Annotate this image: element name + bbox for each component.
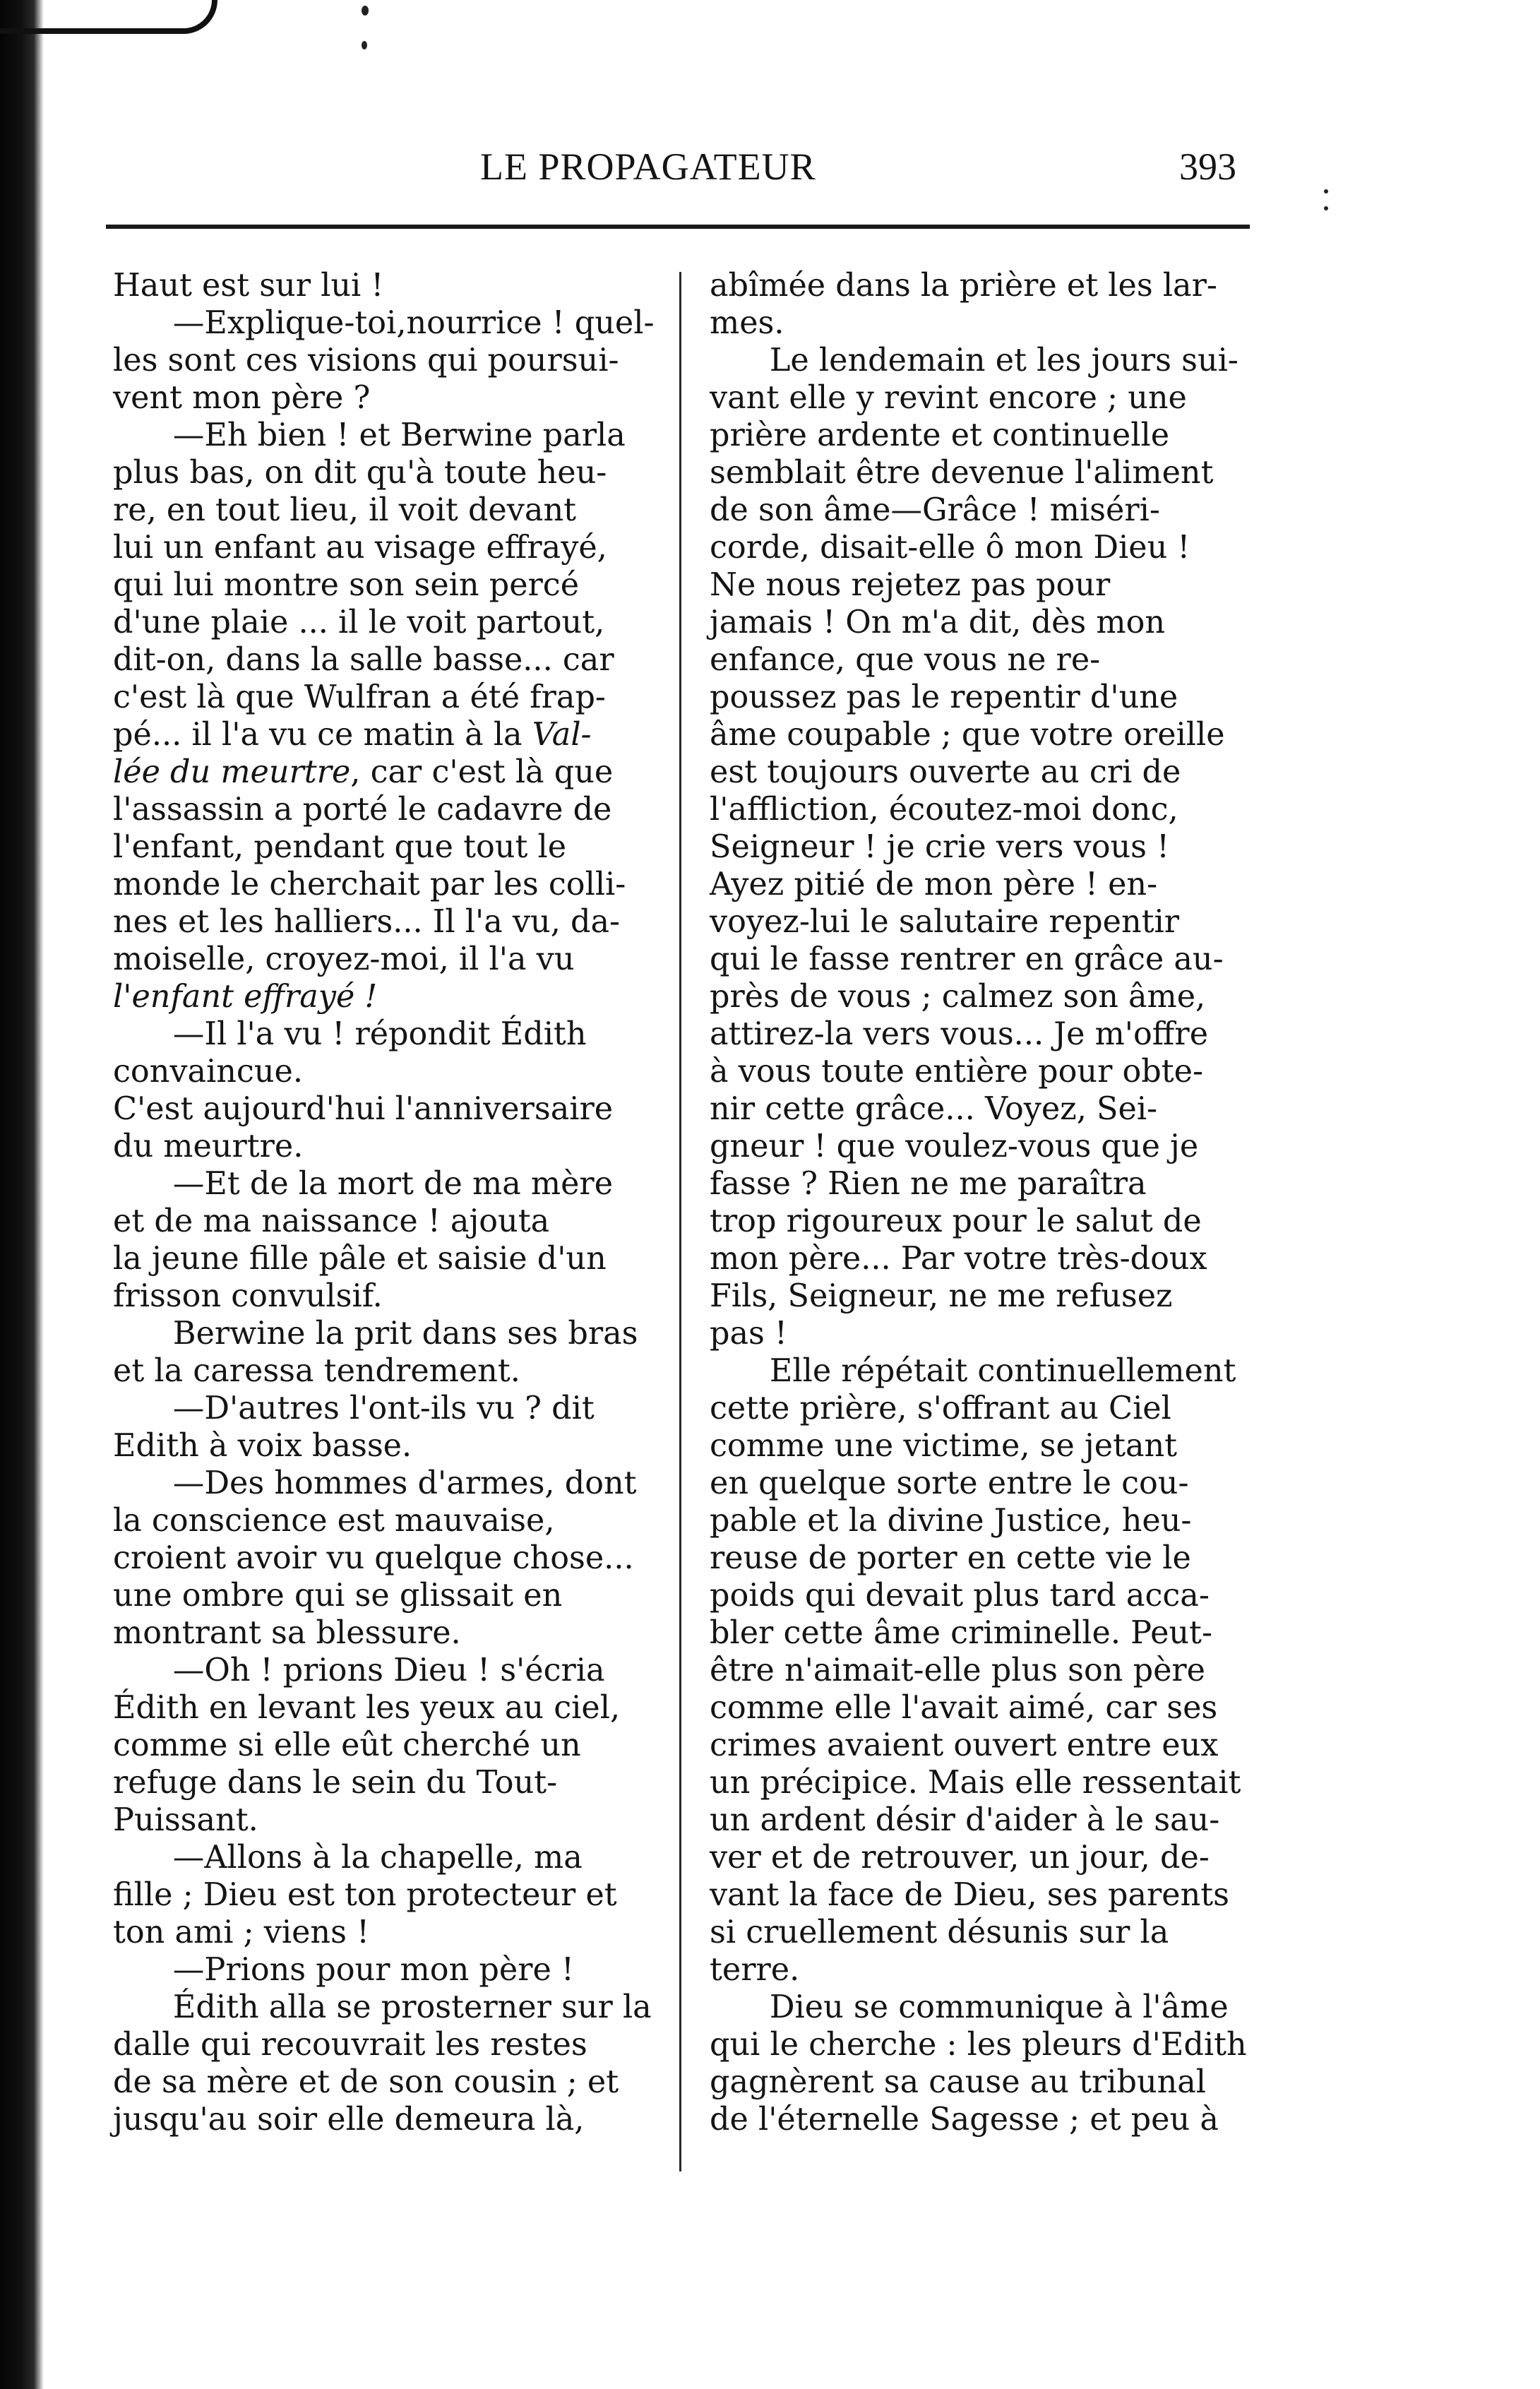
text-line: Haut est sur lui ! [113, 268, 384, 304]
text-line: poids qui devait plus tard acca- [710, 1578, 1210, 1614]
text-line: prière ardente et continuelle [710, 417, 1170, 453]
text-line: croient avoir vu quelque chose... [113, 1540, 634, 1576]
text-line: pé... il l'a vu ce matin à la Val- [113, 717, 592, 753]
text-line: la conscience est mauvaise, [113, 1503, 555, 1539]
text-line: et de ma naissance ! ajouta [113, 1203, 550, 1239]
ink-speck [362, 41, 367, 49]
text-line: abîmée dans la prière et les lar- [710, 268, 1217, 304]
text-line: Le lendemain et les jours sui- [710, 342, 1238, 379]
text-line: montrant sa blessure. [113, 1615, 461, 1651]
text-line: fasse ? Rien ne me paraîtra [710, 1166, 1147, 1202]
text-line: du meurtre. [113, 1128, 304, 1164]
text-line: terre. [710, 1952, 800, 1988]
text-line: voyez-lui le salutaire repentir [710, 904, 1180, 940]
text-line: nes et les halliers... Il l'a vu, da- [113, 904, 621, 940]
text-line: Elle répétait continuellement [710, 1353, 1236, 1389]
text-line: reuse de porter en cette vie le [710, 1540, 1191, 1576]
text-line: d'une plaie ... il le voit partout, [113, 604, 605, 641]
text-line: trop rigoureux pour le salut de [710, 1203, 1202, 1239]
running-head: LE PROPAGATEUR [480, 145, 816, 188]
text-line: et la caressa tendrement. [113, 1353, 520, 1389]
text-line: vant la face de Dieu, ses parents [710, 1877, 1229, 1913]
text-line: Ayez pitié de mon père ! en- [710, 866, 1158, 902]
text-line: gneur ! que voulez-vous que je [710, 1128, 1199, 1164]
text-line: comme elle l'avait aimé, car ses [710, 1690, 1218, 1726]
page-number: 393 [1179, 145, 1236, 188]
text-line: un précipice. Mais elle ressentait [710, 1765, 1241, 1801]
text-line: pable et la divine Justice, heu- [710, 1503, 1192, 1539]
text-line: de sa mère et de son cousin ; et [113, 2064, 619, 2100]
text-line: dalle qui recouvrait les restes [113, 2027, 587, 2063]
text-line: être n'aimait-elle plus son père [710, 1652, 1206, 1688]
ink-speck [1324, 206, 1328, 210]
text-line: une ombre qui se glissait en [113, 1578, 563, 1614]
text-line: qui le fasse rentrer en grâce au- [710, 941, 1224, 977]
text-line: —Et de la mort de ma mère [113, 1166, 614, 1202]
text-line: dit-on, dans la salle basse... car [113, 642, 614, 678]
text-line: frisson convulsif. [113, 1278, 383, 1314]
text-line: mon père... Par votre très-doux [710, 1241, 1207, 1277]
text-line: Fils, Seigneur, ne me refusez [710, 1278, 1173, 1314]
text-line: comme si elle eût cherché un [113, 1727, 581, 1763]
text-line: les sont ces visions qui poursui- [113, 342, 619, 379]
text-line: Édith en levant les yeux au ciel, [113, 1690, 621, 1726]
text-line: fille ; Dieu est ton protecteur et [113, 1877, 617, 1913]
text-line: âme coupable ; que votre oreille [710, 717, 1225, 753]
text-line: lui un enfant au visage effrayé, [113, 530, 607, 566]
text-line: c'est là que Wulfran a été frap- [113, 679, 606, 715]
text-line: refuge dans le sein du Tout- [113, 1765, 558, 1801]
text-line: l'affliction, écoutez-moi donc, [710, 792, 1178, 828]
text-line: qui le cherche : les pleurs d'Edith [710, 2027, 1247, 2063]
text-line: semblait être devenue l'aliment [710, 455, 1214, 491]
text-line: à vous toute entière pour obte- [710, 1054, 1204, 1090]
text-line: gagnèrent sa cause au tribunal [710, 2064, 1207, 2100]
text-line: en quelque sorte entre le cou- [710, 1465, 1189, 1501]
text-line: —Il l'a vu ! répondit Édith [113, 1016, 587, 1052]
text-line: poussez pas le repentir d'une [710, 679, 1178, 715]
text-line: vant elle y revint encore ; une [710, 380, 1187, 416]
ink-speck [362, 6, 369, 16]
text-line: —Eh bien ! et Berwine parla [113, 417, 626, 453]
text-line: Ne nous rejetez pas pour [710, 567, 1111, 603]
text-line: la jeune fille pâle et saisie d'un [113, 1241, 607, 1277]
text-line: mes. [710, 305, 784, 341]
text-line: Édith alla se prosterner sur la [113, 1989, 652, 2025]
text-line: corde, disait-elle ô mon Dieu ! [710, 530, 1190, 566]
text-line: Puissant. [113, 1802, 258, 1838]
text-line: bler cette âme criminelle. Peut- [710, 1615, 1212, 1651]
text-line: —Des hommes d'armes, dont [113, 1465, 637, 1501]
text-line: lée du meurtre, car c'est là que [113, 754, 614, 790]
text-line: —Allons à la chapelle, ma [113, 1840, 583, 1876]
text-line: cette prière, s'offrant au Ciel [710, 1390, 1171, 1426]
text-line: de l'éternelle Sagesse ; et peu à [710, 2102, 1219, 2138]
text-line: vent mon père ? [113, 380, 371, 416]
text-line: l'enfant effrayé ! [113, 979, 378, 1015]
text-line: —D'autres l'ont-ils vu ? dit [113, 1390, 595, 1426]
text-line: Berwine la prit dans ses bras [113, 1316, 638, 1352]
text-line: moiselle, croyez-moi, il l'a vu [113, 941, 575, 977]
text-line: enfance, que vous ne re- [710, 642, 1101, 678]
text-line: ton ami ; viens ! [113, 1914, 369, 1950]
text-line: l'assassin a porté le cadavre de [113, 792, 612, 828]
text-line: —Explique-toi,nourrice ! quel- [113, 305, 655, 341]
text-line: près de vous ; calmez son âme, [710, 979, 1206, 1015]
text-line: convaincue. [113, 1054, 303, 1090]
text-line: —Oh ! prions Dieu ! s'écria [113, 1652, 605, 1688]
text-line: monde le cherchait par les colli- [113, 866, 626, 902]
text-line: crimes avaient ouvert entre eux [710, 1727, 1219, 1763]
text-line: plus bas, on dit qu'à toute heu- [113, 455, 607, 491]
text-line: attirez-la vers vous... Je m'offre [710, 1016, 1209, 1052]
text-line: ver et de retrouver, un jour, de- [710, 1840, 1210, 1876]
text-line: Edith à voix basse. [113, 1428, 412, 1464]
text-line: un ardent désir d'aider à le sau- [710, 1802, 1220, 1838]
text-line: de son âme—Grâce ! miséri- [710, 492, 1160, 528]
text-line: l'enfant, pendant que tout le [113, 829, 567, 865]
header-rule [106, 225, 1250, 229]
scan-corner-mark [0, 0, 217, 34]
text-line: —Prions pour mon père ! [113, 1952, 574, 1988]
text-line: si cruellement désunis sur la [710, 1914, 1169, 1950]
text-line: nir cette grâce... Voyez, Sei- [710, 1091, 1158, 1127]
text-line: jusqu'au soir elle demeura là, [113, 2102, 585, 2138]
left-column [113, 267, 655, 2138]
text-line: pas ! [710, 1316, 787, 1352]
text-line: est toujours ouverte au cri de [710, 754, 1181, 790]
text-line: C'est aujourd'hui l'anniversaire [113, 1091, 614, 1127]
ink-speck [1324, 189, 1328, 193]
text-line: jamais ! On m'a dit, dès mon [710, 604, 1166, 641]
text-line: Seigneur ! je crie vers vous ! [710, 829, 1170, 865]
text-line: qui lui montre son sein percé [113, 567, 580, 603]
text-line: Dieu se communique à l'âme [710, 1989, 1229, 2025]
column-divider [679, 272, 681, 2171]
text-line: re, en tout lieu, il voit devant [113, 492, 576, 528]
right-column [710, 267, 1257, 2138]
text-line: comme une victime, se jetant [710, 1428, 1178, 1464]
page-binding-edge [0, 0, 44, 2389]
